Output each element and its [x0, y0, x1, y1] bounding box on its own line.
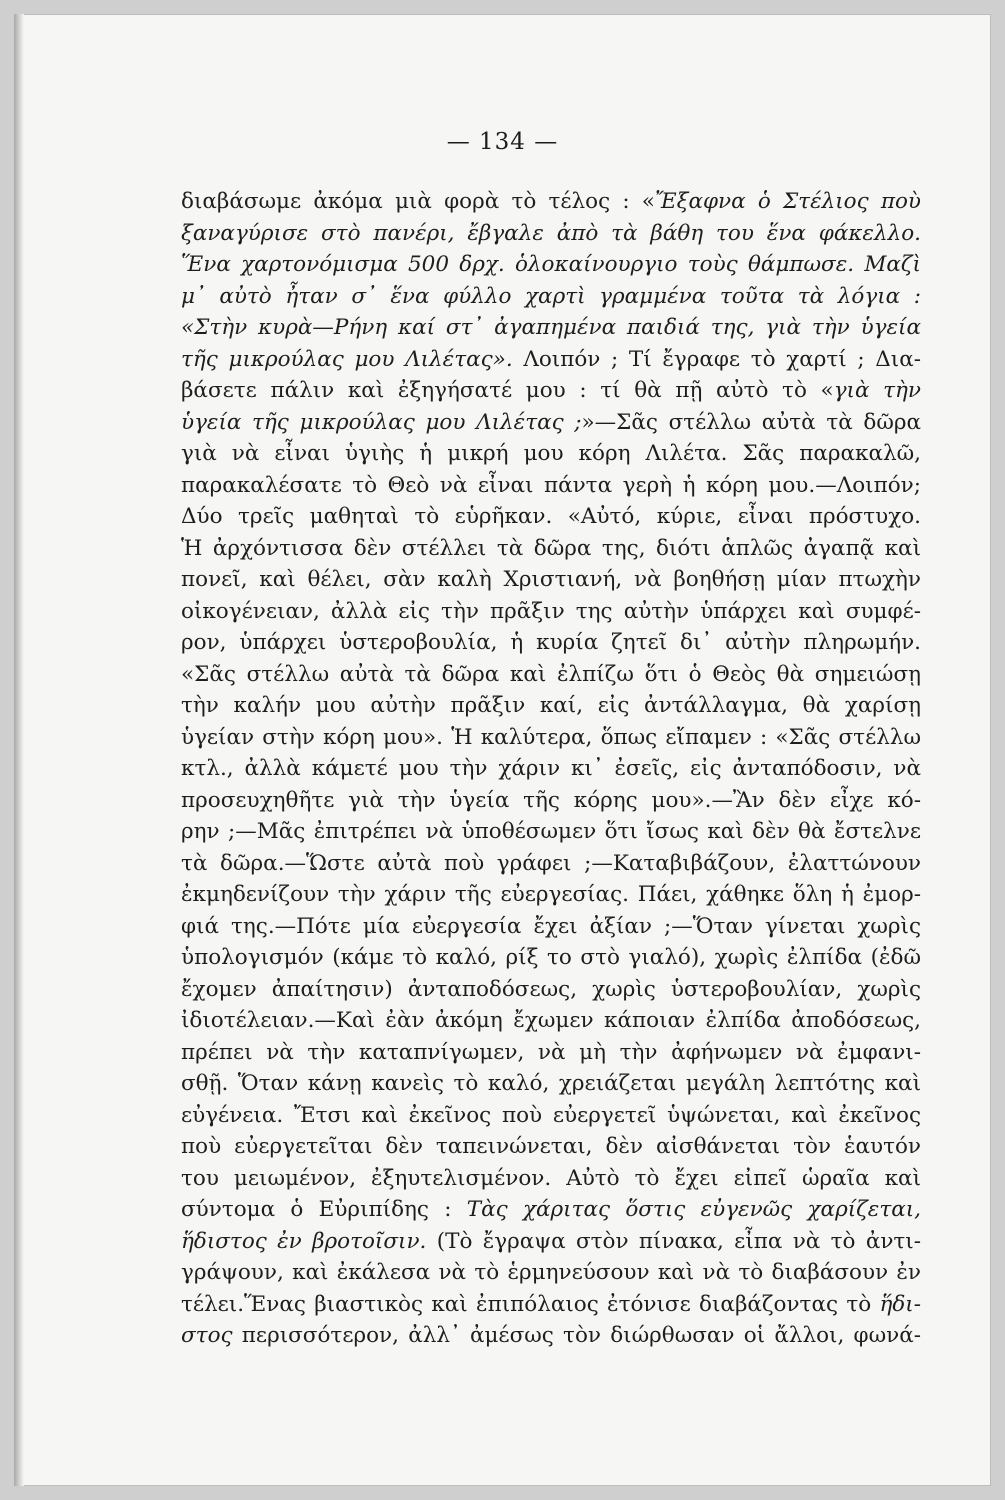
text-line [181, 848, 921, 880]
text-line [181, 1194, 921, 1226]
text-run: ρην ;—Μᾶς ἐπιτρέπει νὰ ὑποθέσωμεν ὅτι ἴσως καὶ δὲν θὰ ἔστελνε [181, 819, 921, 844]
text-run: ἐκμηδενίζουν τὴν χάριν τῆς εὐεργεσίας. Πάει, χάθηκε ὅλη ἡ ἐμορ- [181, 882, 921, 907]
text-line [181, 627, 921, 659]
text-line [181, 879, 921, 911]
text-run: γράψουν, καὶ ἐκάλεσα νὰ τὸ ἑρμηνεύσουν καὶ νὰ τὸ διαβάσουν ἐν [181, 1260, 921, 1285]
text-run: ποὺ εὐεργετεῖται δὲν ταπεινώνεται, δὲν αἰσθάνεται τὸν ἑαυτόν [181, 1134, 921, 1159]
text-line [181, 186, 921, 218]
text-line [181, 690, 921, 722]
page-number: — 134 — [446, 129, 559, 155]
text-line [181, 249, 921, 281]
text-run: Δύο τρεῖς μαθηταὶ τὸ εὑρῆκαν. «Αὐτό, κύριε, εἶναι πρόστυχο. [181, 504, 921, 529]
text-run: παρακαλέσατε τὸ Θεὸ νὰ εἶναι πάντα γερὴ ἡ κόρη μου.—Λοιπόν; [181, 472, 921, 498]
text-run: περισσότερον, ἀλλ᾽ ἀμέσως τὸν διώρθωσαν οἱ ἄλλοι, φωνά- [232, 1323, 921, 1348]
text-line [181, 1257, 921, 1289]
italic-run: στος [181, 1323, 233, 1348]
text-run: του μειωμένον, ἐξηυτελισμένον. Αὐτὸ τὸ ἔχει εἰπεῖ ὡραῖα καὶ [181, 1165, 921, 1191]
text-run: βάσετε πάλιν καὶ ἐξηγήσατέ μου : τί θὰ πῇ αὐτὸ τὸ « [181, 378, 834, 403]
italic-run: Ἕνα χαρτονόμισμα 500 δρχ. ὁλοκαίνουργιο τοὺς θάμπωσε. Μαζὶ [181, 252, 921, 277]
text-run: «Σᾶς στέλλω αὐτὰ τὰ δῶρα καὶ ἐλπίζω ὅτι ὁ Θεὸς θὰ σημειώσῃ [181, 661, 921, 687]
italic-run: τῆς μικρούλας μου Λιλέτας». [181, 346, 513, 372]
text-line [181, 1005, 921, 1037]
text-run: προσευχηθῆτε γιὰ τὴν ὑγεία τῆς κόρης μου».—Ἂν δὲν εἶχε κό- [181, 787, 921, 813]
italic-run: μ᾽ αὐτὸ ἦταν σ᾽ ἕνα φύλλο χαρτὶ γραμμένα τοῦτα τὰ λόγια : [181, 283, 921, 309]
italic-run: Ἔξαφνα ὁ Στέλιος ποὺ [654, 189, 921, 214]
book-page [14, 14, 991, 1486]
text-run: εὐγένεια. Ἔτσι καὶ ἐκεῖνος ποὺ εὐεργετεῖ ὑψώνεται, καὶ ἐκεῖνος [181, 1102, 921, 1128]
italic-run: γιὰ τὴν [833, 378, 921, 403]
text-run: ὑπολογισμόν (κάμε τὸ καλό, ρίξ το στὸ γιαλό), χωρὶς ἐλπίδα (ἐδῶ [181, 945, 921, 970]
text-line [181, 659, 921, 691]
italic-run: «Στὴν κυρὰ—Ρήνη καί στ᾽ ἀγαπημένα παιδιά της, γιὰ τὴν ὑγεία [181, 315, 921, 340]
text-run: γιὰ νὰ εἶναι ὑγιὴς ἡ μικρή μου κόρη Λιλέτα. Σᾶς παρακαλῶ, [181, 441, 921, 466]
text-line [181, 375, 921, 407]
text-line [181, 312, 921, 344]
italic-run: ὑγεία τῆς μικρούλας μου Λιλέτας ; [181, 409, 582, 435]
text-run: ἰδιοτέλειαν.—Καὶ ἐὰν ἀκόμη ἔχωμεν κάποιαν ἐλπίδα ἀποδόσεως, [181, 1008, 921, 1033]
text-run: πονεῖ, καὶ θέλει, σὰν καλὴ Χριστιανή, νὰ βοηθήσῃ μίαν πτωχὴν [181, 567, 921, 592]
text-run: ρον, ὑπάρχει ὑστεροβουλία, ἡ κυρία ζητεῖ δι᾽ αὐτὴν πληρωμήν. [181, 630, 921, 655]
italic-run: ἥδι- [879, 1291, 921, 1317]
text-line [181, 281, 921, 313]
text-line [181, 816, 921, 848]
text-line [181, 1037, 921, 1069]
text-run: »—Σᾶς στέλλω αὐτὰ τὰ δῶρα [581, 409, 922, 435]
text-line [181, 1289, 921, 1321]
body-text [181, 186, 921, 1352]
text-line [181, 942, 921, 974]
text-line [181, 438, 921, 470]
text-run: (Τὸ ἔγραψα στὸν πίνακα, εἶπα νὰ τὸ ἀντι- [426, 1228, 921, 1254]
text-run: ὑγείαν στὴν κόρη μου». Ἡ καλύτερα, ὅπως εἴπαμεν : «Σᾶς στέλλω [181, 724, 921, 750]
text-line [181, 974, 921, 1006]
text-run: τὰ δῶρα.—Ὥστε αὐτὰ ποὺ γράφει ;—Καταβιβάζουν, ἐλαττώνουν [181, 850, 921, 876]
text-line [181, 785, 921, 817]
text-run: σθῇ. Ὅταν κάνῃ κανεὶς τὸ καλό, χρειάζεται μεγάλη λεπτότης καὶ [181, 1071, 921, 1096]
text-run: σύντομα ὁ Εὐριπίδης : [181, 1197, 467, 1222]
text-line [181, 501, 921, 533]
text-line [181, 911, 921, 943]
text-line [181, 1226, 921, 1258]
text-run: κτλ., ἀλλὰ κάμετέ μου τὴν χάριν κι᾽ ἐσεῖς, εἰς ἀνταπόδοσιν, νὰ [181, 756, 921, 781]
italic-run: Τὰς χάριτας ὅστις εὐγενῶς χαρίζεται, [466, 1197, 922, 1222]
text-run: Λοιπόν ; Τί ἔγραφε τὸ χαρτί ; Δια- [512, 346, 921, 372]
text-run: Ἡ ἀρχόντισσα δὲν στέλλει τὰ δῶρα της, διότι ἁπλῶς ἀγαπᾷ καὶ [181, 535, 921, 561]
text-run: τὴν καλήν μου αὐτὴν πρᾶξιν καί, εἰς ἀντάλλαγμα, θὰ χαρίσῃ [181, 693, 921, 718]
text-line [181, 722, 921, 754]
text-line [181, 1131, 921, 1163]
text-line [181, 470, 921, 502]
text-line [181, 1320, 921, 1352]
text-run: φιά της.—Πότε μία εὐεργεσία ἔχει ἀξίαν ;—Ὅταν γίνεται χωρὶς [181, 913, 921, 939]
text-line [181, 1100, 921, 1132]
spine-shadow [14, 14, 24, 1486]
text-line [181, 753, 921, 785]
text-line [181, 596, 921, 628]
text-line [181, 533, 921, 565]
italic-run: ἥδιστος ἐν βροτοῖσιν. [181, 1228, 427, 1254]
text-line [181, 1163, 921, 1195]
text-line [181, 1068, 921, 1100]
text-run: διαβάσωμε ἀκόμα μιὰ φορὰ τὸ τέλος : « [181, 189, 655, 214]
text-run: πρέπει νὰ τὴν καταπνίγωμεν, νὰ μὴ τὴν ἀφήνωμεν νὰ ἐμφανι- [181, 1039, 921, 1065]
text-run: τέλει.Ἕνας βιαστικὸς καὶ ἐπιπόλαιος ἐτόνισε διαβάζοντας τὸ [181, 1291, 880, 1317]
text-line [181, 564, 921, 596]
text-line [181, 218, 921, 250]
text-run: οἰκογένειαν, ἀλλὰ εἰς τὴν πρᾶξιν της αὐτὴν ὑπάρχει καὶ συμφέ- [181, 598, 921, 624]
text-line [181, 344, 921, 376]
text-run: ἔχομεν ἀπαίτησιν) ἀνταποδόσεως, χωρὶς ὑστεροβουλίαν, χωρὶς [181, 976, 921, 1002]
italic-run: ξαναγύρισε στὸ πανέρι, ἔβγαλε ἀπὸ τὰ βάθη του ἕνα φάκελλο. [181, 220, 921, 246]
text-line [181, 407, 921, 439]
